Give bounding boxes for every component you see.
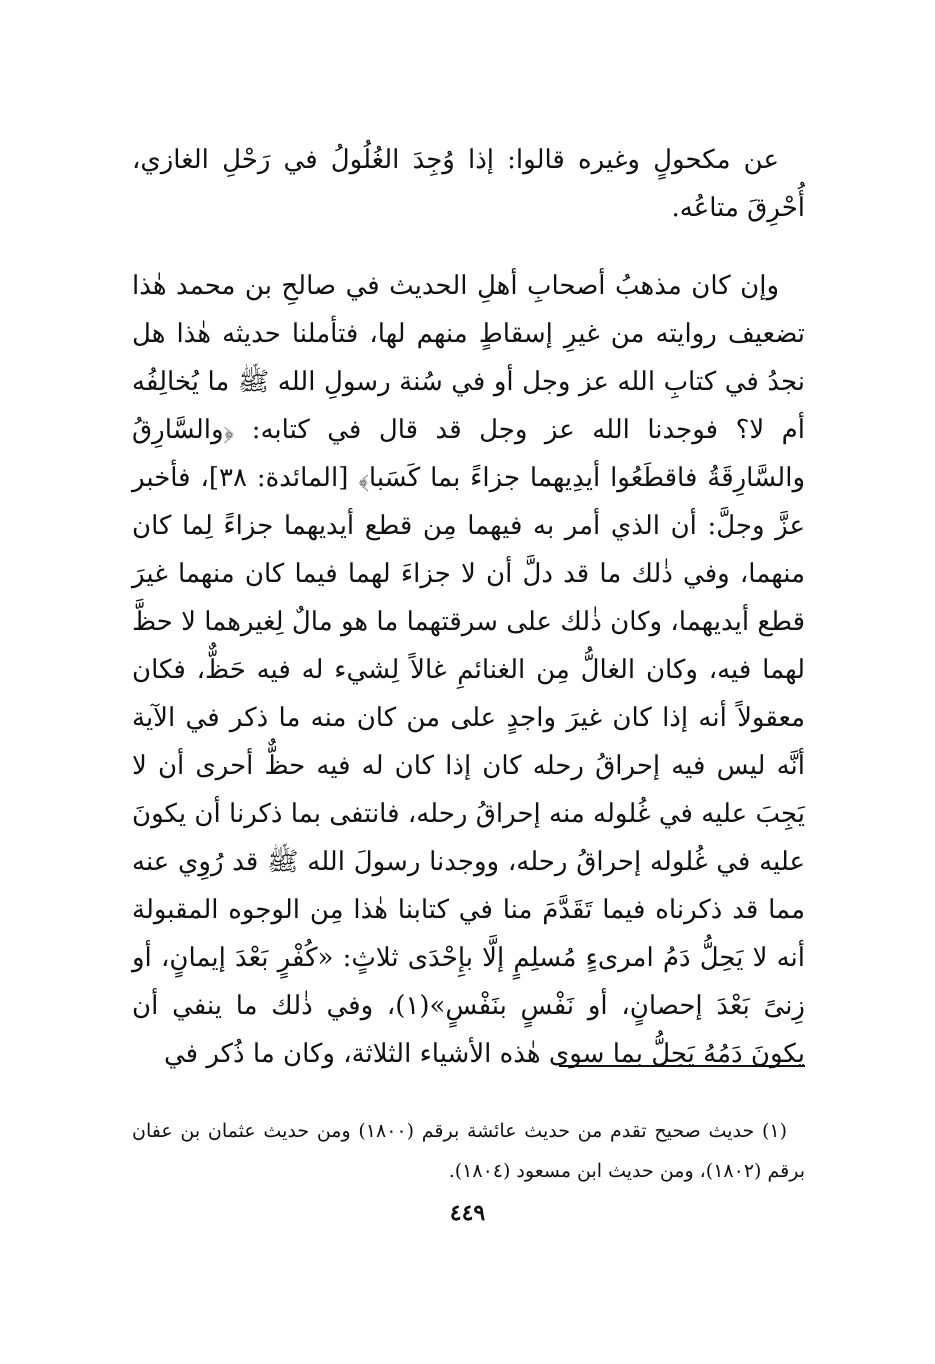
paragraph-main: وإن كان مذهبُ أصحابِ أهلِ الحديث في صالحِ بن محمد هٰذا تضعيف روايته من غيرِ إسقاطٍ منهم لها، فتأملنا حديثه هٰذا هل نجدُ في كتابِ الله عز وجل أو في سُنة رسولِ الله ﷺ ما يُخالِفُه أم لا؟ فوجدنا الله عز وجل قد قال في كتابه: ﴿والسَّارِقُ والسَّارِقَةُ فاقطَعُوا أيدِيهما جزاءً بما كَسَبا﴾ [المائدة: ٣٨]، فأخبر عزَّ وجلَّ: أن الذي أمر به فيهما مِن قطع أيديهما جزاءً لِما كان منهما، وفي ذٰلك ما قد دلَّ أن لا جزاءَ لهما فيما كان منهما غيرَ قطع أيديهما، وكان ذٰلك على سرقتهما ما هو مالٌ لِغيرهما لا حظَّ لهما فيه، وكان الغالُّ مِن الغنائمِ غالاً لِشيء له فيه حَظٌّ، فكان معقولاً أنه إذا كان غيرَ واجدٍ على من كان منه ما ذكر في الآية أنَّه ليس فيه إحراقُ رحله كان إذا كان له فيه حظٌّ أحرى أن لا يَجِبَ عليه في غُلوله منه إحراقُ رحله، فانتفى بما ذكرنا أن يكونَ عليه في غُلوله إحراقُ رحله، ووجدنا رسولَ الله ﷺ قد رُوِي عنه مما قد ذكرناه فيما تَقَدَّمَ منا في كتابنا هٰذا مِن الوجوه المقبولة أنه لا يَحِلُّ دَمُ امرىءٍ مُسلِمٍ إلَّا بإِحْدَى ثلاثٍ: «كُفْرٍ بَعْدَ إيمانٍ، أو زِنىً بَعْدَ إحصانٍ، أو نَفْسٍ بنَفْسٍ»(١)، وفي ذٰلك ما ينفي أن يكونَ دَمُهُ يَحِلُّ بما سوى هٰذه الأشياء الثلاثة، وكان ما ذُكر في <box>132 271 805 1069</box>
footnote: (١) حديث صحيح تقدم من حديث عائشة برقم (١٨٠٠) ومن حديث عثمان بن عفان برقم (١٨٠٢)، ومن حديث ابن مسعود (١٨٠٤). <box>132 1120 805 1182</box>
footnote-divider <box>559 1065 805 1067</box>
paragraph-top: عن مكحولٍ وغيره قالوا: إذا وُجِدَ الغُلُولُ في رَحْلِ الغازي، أُحْرِقَ متاعُه. <box>132 145 805 223</box>
page-number: ٤٤٩ <box>449 1200 486 1226</box>
